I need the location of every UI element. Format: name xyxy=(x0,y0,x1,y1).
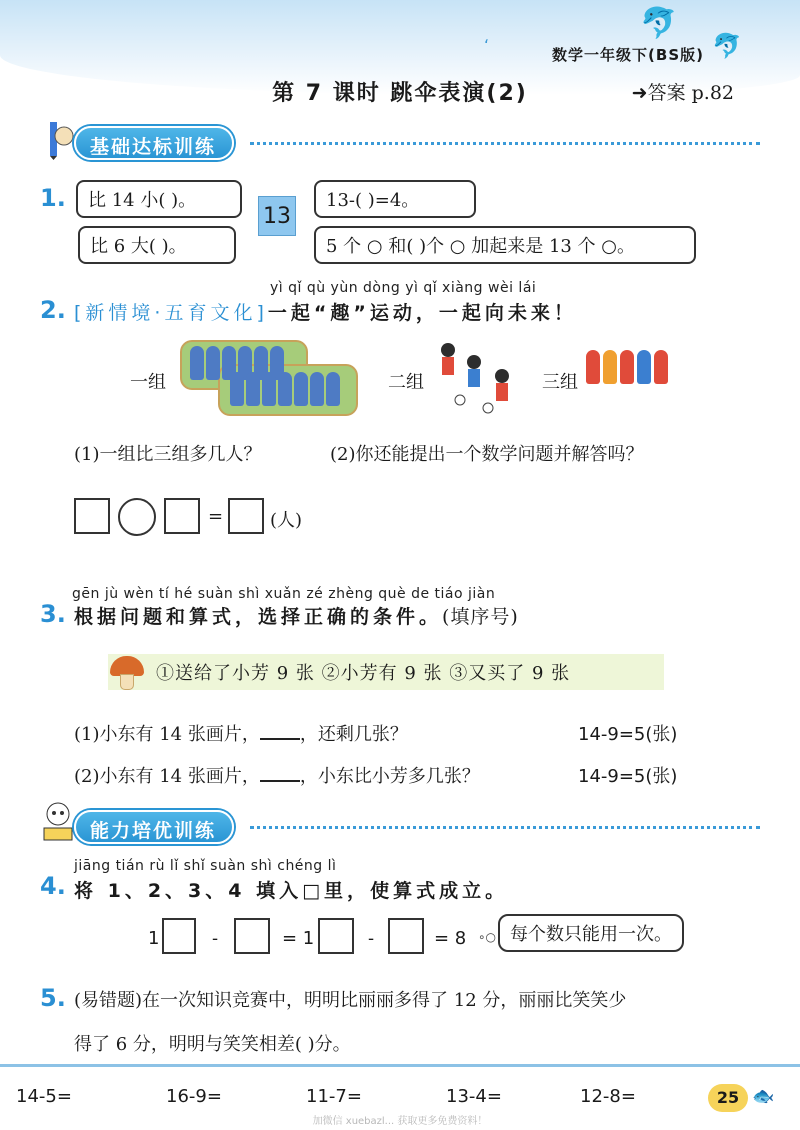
section-divider xyxy=(250,142,760,145)
sub-question-1-equation: 14-9=5(张) xyxy=(578,724,678,745)
question-number: 3. xyxy=(40,600,66,628)
pinyin-line: gēn jù wèn tí hé suàn shì xuǎn zé zhèng què de tiáo jiàn xyxy=(72,586,496,602)
fill-blank[interactable] xyxy=(260,724,300,740)
group-1-label: 一组 xyxy=(130,372,166,393)
bubble-equation: 13-( )=4。 xyxy=(314,180,476,218)
question-line: 将 1、2、3、4 填入□里，使算式成立。 xyxy=(74,880,509,902)
question-line: 根据问题和算式，选择正确的条件。 xyxy=(74,606,443,628)
lesson-title: 第 7 课时 跳伞表演(2) xyxy=(272,81,528,106)
sub-question-2-equation: 14-9=5(张) xyxy=(578,766,678,787)
equals-one: = 1 xyxy=(282,928,315,949)
watermark: 加微信 xuebazl... 获取更多免费资料！ xyxy=(312,1116,488,1127)
group-1-kids xyxy=(230,372,340,406)
question-line-2: 得了 6 分，明明与笑笑相差( )分。 xyxy=(74,1034,351,1055)
question-line: 一起“趣”运动，一起向未来！ xyxy=(267,302,577,324)
bubble-peach-sentence: 5 个 ○ 和( )个 ○ 加起来是 13 个 ○。 xyxy=(314,226,696,264)
dolphin-icon: 🐬 xyxy=(640,6,678,41)
grade-label: 数学一年级下(BS版) xyxy=(552,46,704,64)
sub-question-2: (2)你还能提出一个数学问题并解答吗？ xyxy=(330,444,644,465)
sub-question-text: ，还剩几张？ xyxy=(299,724,408,745)
sub-question-text: (1)小东有 14 张画片， xyxy=(74,724,260,745)
operator-circle[interactable] xyxy=(118,498,156,536)
group-2-kids xyxy=(430,340,520,414)
answer-box[interactable] xyxy=(164,498,200,534)
digit-box[interactable] xyxy=(234,918,270,954)
pinyin-line: jiāng tián rù lǐ shǐ suàn shì chéng lì xyxy=(74,858,337,874)
group-2-label: 二组 xyxy=(388,372,424,393)
minus-sign: - xyxy=(368,928,375,949)
digit-box[interactable] xyxy=(318,918,354,954)
sub-question-1: (1)一组比三组多几人？ xyxy=(74,444,262,465)
mushroom-stem xyxy=(120,674,134,690)
fill-blank[interactable] xyxy=(260,766,300,782)
question-number: 2. xyxy=(40,296,66,324)
drill-item: 12-8= xyxy=(580,1086,636,1107)
question-tag: [新情境·五育文化] xyxy=(74,302,268,324)
equals-eight: = 8 xyxy=(434,928,467,949)
question-text xyxy=(74,602,519,629)
answer-box[interactable] xyxy=(228,498,264,534)
water-splash-icon: ʻ xyxy=(484,36,490,55)
group-3-label: 三组 xyxy=(542,372,578,393)
section-divider xyxy=(250,826,760,829)
condition-options: ①送给了小芳 9 张 ②小芳有 9 张 ③又买了 9 张 xyxy=(108,654,664,690)
answer-box[interactable] xyxy=(74,498,110,534)
equation-digit: 1 xyxy=(148,928,160,949)
question-note: (填序号) xyxy=(442,606,519,628)
section-banner-basic: 基础达标训练 xyxy=(74,126,234,160)
bubble-less-than-14: 比 14 小( )。 xyxy=(76,180,242,218)
digit-box[interactable] xyxy=(162,918,196,954)
sub-question-1 xyxy=(74,720,408,746)
question-number: 1. xyxy=(40,184,66,212)
digit-box[interactable] xyxy=(388,918,424,954)
footer-divider xyxy=(0,1064,800,1067)
center-number: 13 xyxy=(258,196,296,236)
dolphin-icon: 🐬 xyxy=(712,32,742,60)
fish-icon: 🐟 xyxy=(752,1086,775,1107)
sub-question-text: ，小东比小芳多几张？ xyxy=(299,766,480,787)
rule-bubble: 每个数只能用一次。 xyxy=(498,914,684,952)
dog-reading-icon xyxy=(40,800,76,842)
pencil-cat-icon xyxy=(44,118,74,160)
drill-item: 11-7= xyxy=(306,1086,362,1107)
question-number: 4. xyxy=(40,872,66,900)
sub-question-2 xyxy=(74,762,480,788)
sub-question-text: (2)小东有 14 张画片， xyxy=(74,766,260,787)
drill-item: 14-5= xyxy=(16,1086,72,1107)
equals-sign: = xyxy=(208,506,224,527)
drill-item: 13-4= xyxy=(446,1086,502,1107)
thought-bubble-dots: ∘○ xyxy=(478,930,496,944)
page-number: 25 xyxy=(708,1084,748,1112)
minus-sign: - xyxy=(212,928,219,949)
section-banner-advanced: 能力培优训练 xyxy=(74,810,234,844)
drill-item: 16-9= xyxy=(166,1086,222,1107)
bubble-greater-than-6: 比 6 大( )。 xyxy=(78,226,236,264)
group-3-kids xyxy=(586,350,668,384)
pinyin-line: yì qǐ qù yùn dòng yì qǐ xiàng wèi lái xyxy=(270,280,537,296)
question-line-1: (易错题)在一次知识竞赛中，明明比丽丽多得了 12 分，丽丽比笑笑少 xyxy=(74,990,627,1011)
answer-reference: ➜答案 p.82 xyxy=(631,82,734,104)
unit-label: (人) xyxy=(270,510,303,531)
question-number: 5. xyxy=(40,984,66,1012)
question-text xyxy=(74,298,577,325)
